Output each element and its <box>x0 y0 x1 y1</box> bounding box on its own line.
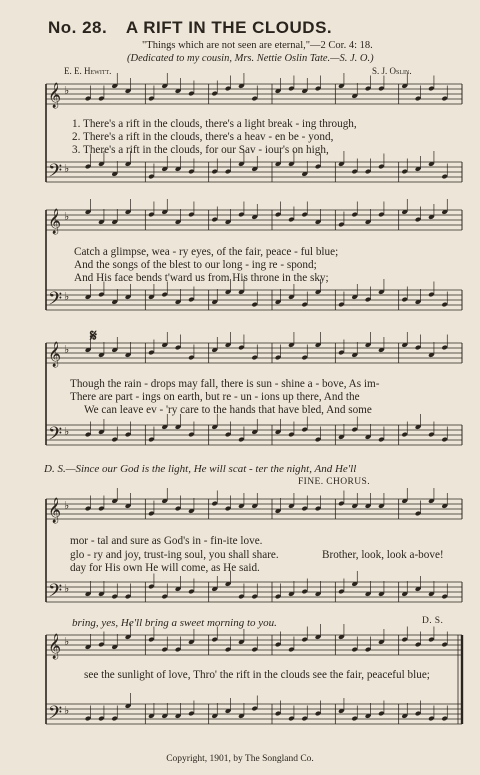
bass-clef-icon: 𝄢 <box>48 703 63 728</box>
system4-verse2: glo - ry and joy, trust-ing soul, you shall share. <box>70 549 279 561</box>
lyricist-credit: E. E. Hewitt. <box>64 66 112 76</box>
treble-staff <box>46 343 462 363</box>
bass-clef-icon: 𝄢 <box>48 424 63 449</box>
composer-credit: S. J. Oslin. <box>372 66 412 76</box>
bass-staff <box>46 582 462 602</box>
flat-sign: ♭ <box>64 582 70 595</box>
ds-marking: D. S. <box>422 616 444 626</box>
chorus-text: Brother, look, look a-bove! <box>322 549 444 561</box>
flat-sign: ♭ <box>64 290 70 303</box>
system3-verse2: There are part - ings on earth, but re - un - ions up there, And the <box>70 391 360 403</box>
ds-text-line-2: bring, yes, He'll bring a sweet morning to you. <box>72 617 277 629</box>
treble-clef-icon: 𝄞 <box>48 83 62 108</box>
treble-clef-icon: 𝄞 <box>48 342 62 367</box>
ds-text-line-1: D. S.—Since our God is the light, He will scat - ter the night, And He'll <box>44 463 357 475</box>
system3-verse3: We can leave ev - 'ry care to the hands that have bled, And some <box>84 404 372 416</box>
treble-staff <box>46 84 462 104</box>
system3-verse1: Though the rain - drops may fall, there is sun - shine a - bove, As im- <box>70 378 380 390</box>
bass-clef-icon: 𝄢 <box>48 161 63 186</box>
system1-verse3: 3. There's a rift in the clouds, for our Sav - iour's on high, <box>72 144 329 156</box>
bass-clef-icon: 𝄢 <box>48 581 63 606</box>
flat-sign: ♭ <box>64 210 70 223</box>
treble-clef-icon: 𝄞 <box>48 498 62 523</box>
system4-verse3: day for His own He will come, as He said. <box>70 562 260 574</box>
flat-sign: ♭ <box>64 162 70 175</box>
hymn-title: A RIFT IN THE CLOUDS. <box>125 18 333 37</box>
copyright-notice: Copyright, 1901, by The Songland Co. <box>166 754 314 764</box>
bass-staff <box>46 425 462 445</box>
treble-staff <box>46 499 462 519</box>
treble-clef-icon: 𝄞 <box>48 209 62 234</box>
flat-sign: ♭ <box>64 425 70 438</box>
flat-sign: ♭ <box>64 704 70 717</box>
flat-sign: ♭ <box>64 635 70 648</box>
system2-verse1: Catch a glimpse, wea - ry eyes, of the fair, peace - ful blue; <box>74 246 339 258</box>
treble-clef-icon: 𝄞 <box>48 634 62 659</box>
dedication: (Dedicated to my cousin, Mrs. Nettie Oslin Tate.—S. J. O.) <box>127 53 374 64</box>
flat-sign: ♭ <box>64 84 70 97</box>
flat-sign: ♭ <box>64 499 70 512</box>
treble-staff <box>46 635 462 655</box>
system1-verse2: 2. There's a rift in the clouds, there's a heav - en be - yond, <box>72 131 334 143</box>
system5-chorus-line: see the sunlight of love, Thro' the rift in the clouds see the fair, peaceful blue; <box>84 669 430 681</box>
scripture-epigraph: "Things which are not seen are eternal,"—2 Cor. 4: 18. <box>142 40 373 51</box>
hymn-number: No. 28. <box>48 18 108 37</box>
hymn-title-line <box>48 18 332 38</box>
system1-verse1: 1. There's a rift in the clouds, there's a light break - ing through, <box>72 118 357 130</box>
segno-sign: 𝄋 <box>90 328 97 345</box>
bass-clef-icon: 𝄢 <box>48 289 63 314</box>
bass-staff <box>46 290 462 310</box>
bass-staff <box>46 162 462 182</box>
system4-verse1: mor - tal and sure as God's in - fin-ite love. <box>70 535 263 547</box>
system2-verse2: And the songs of the blest to our long - ing re - spond; <box>74 259 317 271</box>
treble-staff <box>46 210 462 230</box>
system2-verse3: And His face bends t'ward us from His throne in the sky; <box>74 272 329 284</box>
fine-chorus-marking: FINE. CHORUS. <box>298 477 370 487</box>
flat-sign: ♭ <box>64 343 70 356</box>
